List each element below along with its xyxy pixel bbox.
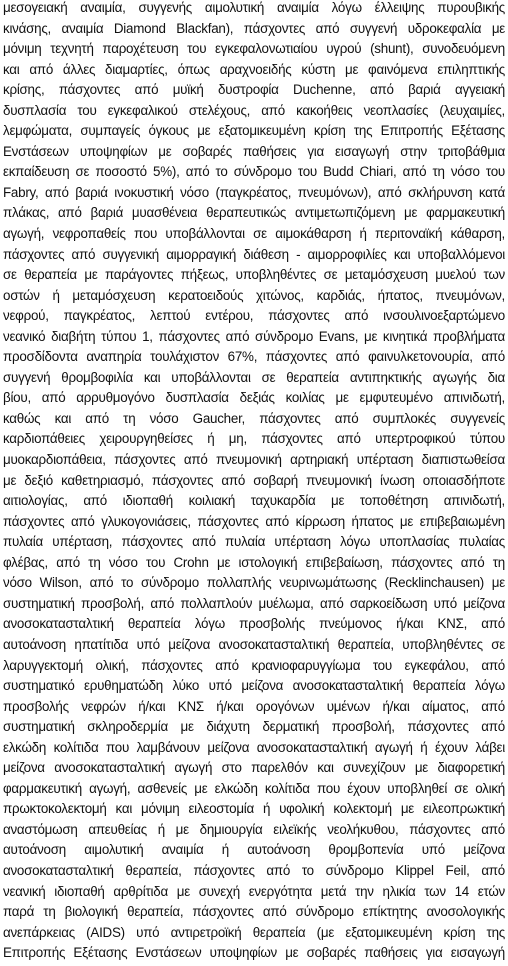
text-line: αυτοάνοση ηπατίτιδα υπό μείζονα ανοσοκατασταλτική θεραπεία, υποβληθέντες σε [3, 636, 505, 652]
text-line: Επιτροπής Εξέτασης Ενστάσεων υποψηφίων με σοβαρές παθήσεις για εισαγωγή [3, 945, 505, 961]
text-line: πάσχοντες από γλυκογονιάσεις, πάσχοντες από κίρρωση ήπατος με επιβεβαιωμένη [3, 513, 505, 529]
text-line: συστηματικό ερυθηματώδη λύκο υπό μείζονα ανοσοκατασταλτική θεραπεία λόγω [3, 678, 505, 694]
text-line: αυτοάνοση αιμολυτική αναιμία ή αυτοάνοση θρομβοπενία υπό μείζονα [3, 842, 505, 858]
text-line: Ενστάσεων υποψηφίων με σοβαρές παθήσεις για εισαγωγή στην τριτοβάθμια [3, 143, 505, 159]
text-line: νεανικό διαβήτη τύπου 1, πάσχοντες από σύνδρομο Evans, με κινητικά προβλήματα [3, 328, 505, 344]
text-line: βίου, από αρρυθμογόνο δυσπλασία δεξιάς κοιλίας με εμφυτευμένο απινιδωτή, [3, 390, 505, 406]
text-line: μόνιμη τεχνητή παροχέτευση του εγκεφαλονωτιαίου υγρού (shunt), συνοδευόμενη [3, 41, 505, 57]
text-line: προσδίδοντα αναπηρία τουλάχιστον 67%, πάσχοντες από φαινυλκετονουρία, από [3, 349, 505, 365]
text-line: λαρυγγεκτομή ολική, πάσχοντες από κρανιοφαρυγγίωμα του εγκεφάλου, από [3, 657, 505, 673]
text-line: νεανική ιδιοπαθή αρθρίτιδα με συνεχή ενεργότητα μετά την ηλικία των 14 ετών [3, 883, 505, 899]
text-line: πρωκτοκολεκτομή και μόνιμη ειλεοστομία ή υφολική κολεκτομή με ειλεοπρωκτική [3, 801, 505, 817]
text-line: ελκώδη κολίτιδα που λαμβάνουν μείζονα ανοσοκατασταλτική αγωγή ή έχουν λάβει [3, 739, 505, 755]
text-line: με δεξιό καθετηριασμό, πάσχοντες από σοβαρή πνευμονική ίνωση οποιασδήποτε [3, 472, 505, 488]
text-line: σε θεραπεία με παράγοντες πήξεως, υποβληθέντες σε μεταμόσχευση μυελού των [3, 267, 505, 283]
text-line: μυοκαρδιοπάθεια, πάσχοντες από πνευμονική αρτηριακή υπέρταση διαπιστωθείσα [3, 452, 505, 468]
body-text [3, 0, 505, 964]
text-line: παρά τη βιολογική θεραπεία, πάσχοντες από σύνδρομο επίκτητης ανοσολογικής [3, 904, 505, 920]
text-line: φαρμακευτική αγωγή, ασθενείς με ελκώδη κολίτιδα που έχουν υποβληθεί σε ολική [3, 780, 505, 796]
text-line: συγγενή θρομβοφιλία και υποβάλλονται σε θεραπεία αντιπηκτικής αγωγής δια [3, 369, 505, 385]
text-line: ανοσοκατασταλτική θεραπεία, πάσχοντες από το σύνδρομο Klippel Feil, από [3, 862, 505, 878]
text-line: κρίσης, πάσχοντες από μυϊκή δυστροφία Duchenne, από βαριά αγγειακή [3, 82, 505, 98]
text-line: αγωγή, νεφροπαθείς που υποβάλλονται σε αιμοκάθαρση ή περιτοναϊκή κάθαρση, [3, 226, 505, 242]
text-line: φλέβας, από τη νόσο του Crohn με ιστολογική επιβεβαίωση, πάσχοντες από τη [3, 554, 505, 570]
text-line: νόσο Wilson, από το σύνδρομο πολλαπλής νευρινωμάτωσης (Recklinchausen) με [3, 575, 505, 591]
text-line: κινάσης, αναιμία Diamond Blackfan), πάσχοντες από συγγενή υδροκεφαλία με [3, 20, 505, 36]
text-line: εκπαίδευση σε ποσοστό 5%), από το σύνδρομο του Budd Chiari, από τη νόσο του [3, 164, 505, 180]
text-line: καρδιοπάθειες χειρουργηθείσες ή μη, πάσχοντες από υπερτροφικού τύπου [3, 431, 505, 447]
text-line: οστών ή μεταμόσχευση κερατοειδούς χιτώνος, καρδιάς, ήπατος, πνευμόνων, [3, 287, 505, 303]
text-line: καθώς και από τη νόσο Gaucher, πάσχοντες από συμπλοκές συγγενείς [3, 410, 505, 426]
text-line: λεμφώματα, συμπαγείς όγκους με εξατομικευμένη κρίση της Επιτροπής Εξέτασης [3, 123, 505, 139]
text-line: μείζονα ανοσοκατασταλτική αγωγή στο παρελθόν και συνεχίζουν με διαφορετική [3, 760, 505, 776]
text-line: ανοσοκατασταλτική θεραπεία λόγω προσβολής πνεύμονος ή/και ΚΝΣ, από [3, 616, 505, 632]
text-line: Fabry, από βαριά ινοκυστική νόσο (παγκρέατος, πνευμόνων), από σκλήρυνση κατά [3, 184, 505, 200]
text-line: συστηματική προσβολή, από πολλαπλούν μυέλωμα, από σαρκοείδωση υπό μείζονα [3, 595, 505, 611]
text-line: πάσχοντες από συγγενική αιμορραγική διάθεση - αιμορροφιλίες και υποβαλλόμενοι [3, 246, 505, 262]
text-line: συστηματική σκληροδερμία με διάχυτη δερματική προσβολή, πάσχοντες από [3, 719, 505, 735]
text-line: δυσπλασία του εγκεφαλικού στελέχους, από κακοήθεις νεοπλασίες (λευχαιμίες, [3, 102, 505, 118]
text-line: αιτιολογίας, από ιδιοπαθή κοιλιακή ταχυκαρδία με τοποθέτηση απινιδωτή, [3, 493, 505, 509]
text-line: πυλαία υπέρταση, πάσχοντες από πυλαία υπέρταση λόγω υποπλασίας πυλαίας [3, 534, 505, 550]
text-line: αναστόμωση απευθείας ή με δημιουργία ειλεϊκής νεολήκυθου, πάσχοντες από [3, 821, 505, 837]
text-line: προσβολής νεφρών ή/και ΚΝΣ ή/και ορογόνων υμένων ή/και αίματος, από [3, 698, 505, 714]
text-line: πλάκας, από βαριά μυασθένεια θεραπευτικώς αντιμετωπιζόμενη με φαρμακευτική [3, 205, 505, 221]
text-line: νεφρού, παγκρέατος, λεπτού εντέρου, πάσχοντες από ινσουλινοεξαρτώμενο [3, 308, 505, 324]
text-line: ανεπάρκειας (AIDS) υπό αντιρετροϊκή θεραπεία (με εξατομικευμένη κρίση της [3, 924, 505, 940]
text-line: μεσογειακή αναιμία, συγγενής αιμολυτική αναιμία λόγω έλλειψης πυρουβικής [3, 0, 505, 15]
text-line: και από άλλες διαμαρτίες, όπως αραχνοειδής κύστη με φαινόμενα επιληπτικής [3, 61, 505, 77]
